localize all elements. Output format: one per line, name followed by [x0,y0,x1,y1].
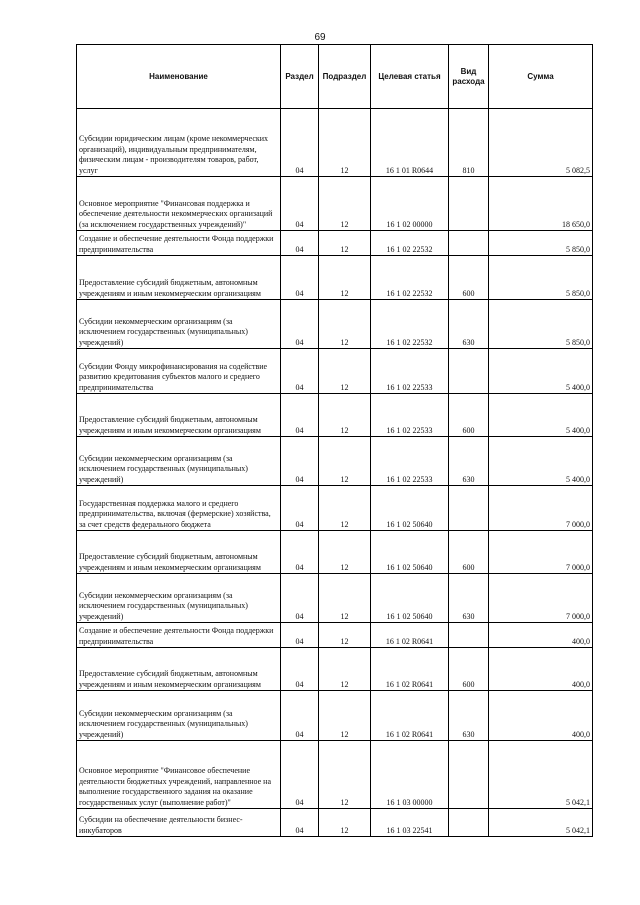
cell-name: Предоставление субсидий бюджетным, автономным учреждениям и иным некоммерческим организациям [77,531,281,574]
cell-name: Создание и обеспечение деятельности Фонда поддержки предпринимательства [77,623,281,648]
header-amount: Сумма [489,45,593,109]
cell-amount: 5 082,5 [489,109,593,177]
cell-amount: 5 400,0 [489,437,593,486]
table-row [77,623,593,648]
cell-razdel: 04 [281,741,319,809]
cell-vid: 600 [449,394,489,437]
cell-podrazdel: 12 [319,231,371,256]
header-razdel: Раздел [281,45,319,109]
cell-vid: 600 [449,531,489,574]
cell-vid [449,809,489,837]
cell-razdel: 04 [281,623,319,648]
cell-razdel: 04 [281,349,319,394]
table-row [77,574,593,623]
cell-vid: 600 [449,648,489,691]
cell-podrazdel: 12 [319,648,371,691]
cell-razdel: 04 [281,437,319,486]
cell-target: 16 1 02 R0641 [371,691,449,741]
cell-razdel: 04 [281,691,319,741]
cell-vid: 630 [449,437,489,486]
table-row [77,648,593,691]
cell-razdel: 04 [281,177,319,231]
cell-name: Предоставление субсидий бюджетным, автономным учреждениям и иным некоммерческим организациям [77,648,281,691]
cell-target: 16 1 03 00000 [371,741,449,809]
cell-target: 16 1 02 50640 [371,531,449,574]
table-row [77,231,593,256]
cell-amount: 5 400,0 [489,349,593,394]
cell-amount: 18 650,0 [489,177,593,231]
cell-amount: 7 000,0 [489,486,593,531]
cell-name: Субсидии некоммерческим организациям (за исключением государственных (муниципальных) учреждений) [77,574,281,623]
cell-target: 16 1 02 22533 [371,349,449,394]
cell-vid: 600 [449,256,489,300]
cell-podrazdel: 12 [319,256,371,300]
header-target: Целевая статья [371,45,449,109]
cell-name: Основное мероприятие "Финансовое обеспечение деятельности бюджетных учреждений, направленное на выполнение государственного задания на оказание государственных услуг (выполнение работ)" [77,741,281,809]
table-row [77,177,593,231]
table-row [77,691,593,741]
table-row [77,349,593,394]
cell-razdel: 04 [281,486,319,531]
cell-target: 16 1 02 22532 [371,300,449,349]
cell-podrazdel: 12 [319,741,371,809]
cell-razdel: 04 [281,394,319,437]
table-row [77,531,593,574]
cell-podrazdel: 12 [319,437,371,486]
cell-razdel: 04 [281,574,319,623]
cell-name: Предоставление субсидий бюджетным, автономным учреждениям и иным некоммерческим организациям [77,394,281,437]
cell-amount: 5 400,0 [489,394,593,437]
cell-target: 16 1 02 22532 [371,231,449,256]
cell-podrazdel: 12 [319,300,371,349]
cell-vid [449,177,489,231]
cell-vid [449,486,489,531]
budget-table [76,44,593,837]
cell-vid [449,741,489,809]
cell-name: Субсидии некоммерческим организациям (за исключением государственных (муниципальных) учреждений) [77,437,281,486]
cell-name: Субсидии на обеспечение деятельности бизнес-инкубаторов [77,809,281,837]
cell-vid [449,349,489,394]
header-name: Наименование [77,45,281,109]
cell-target: 16 1 02 22532 [371,256,449,300]
cell-podrazdel: 12 [319,691,371,741]
cell-podrazdel: 12 [319,531,371,574]
cell-razdel: 04 [281,300,319,349]
cell-amount: 5 042,1 [489,809,593,837]
cell-podrazdel: 12 [319,809,371,837]
cell-razdel: 04 [281,256,319,300]
cell-podrazdel: 12 [319,177,371,231]
table-row [77,741,593,809]
cell-vid [449,231,489,256]
cell-target: 16 1 02 22533 [371,437,449,486]
cell-podrazdel: 12 [319,574,371,623]
cell-vid [449,623,489,648]
cell-vid: 630 [449,574,489,623]
cell-razdel: 04 [281,809,319,837]
cell-podrazdel: 12 [319,109,371,177]
cell-name: Основное мероприятие "Финансовая поддержка и обеспечение деятельности некоммерческих организаций (за исключением государственных учреждений)" [77,177,281,231]
header-vid: Вид расхода [449,45,489,109]
cell-target: 16 1 02 22533 [371,394,449,437]
cell-target: 16 1 02 50640 [371,486,449,531]
cell-razdel: 04 [281,531,319,574]
table-row [77,394,593,437]
cell-name: Субсидии юридическим лицам (кроме некоммерческих организаций), индивидуальным предпринимателям, физическим лицам - производителям товаров, работ, услуг [77,109,281,177]
cell-amount: 5 042,1 [489,741,593,809]
cell-target: 16 1 02 R0641 [371,623,449,648]
cell-amount: 5 850,0 [489,300,593,349]
cell-razdel: 04 [281,648,319,691]
cell-amount: 5 850,0 [489,256,593,300]
cell-name: Предоставление субсидий бюджетным, автономным учреждениям и иным некоммерческим организациям [77,256,281,300]
cell-name: Государственная поддержка малого и среднего предпринимательства, включая (фермерские) хозяйства, за счет средств федерального бюджета [77,486,281,531]
table-header-row [77,45,593,109]
table-row [77,437,593,486]
cell-amount: 7 000,0 [489,531,593,574]
cell-amount: 7 000,0 [489,574,593,623]
cell-amount: 400,0 [489,691,593,741]
cell-vid: 630 [449,691,489,741]
cell-target: 16 1 02 50640 [371,574,449,623]
cell-podrazdel: 12 [319,623,371,648]
cell-podrazdel: 12 [319,394,371,437]
table-row [77,486,593,531]
cell-name: Создание и обеспечение деятельности Фонда поддержки предпринимательства [77,231,281,256]
cell-amount: 5 850,0 [489,231,593,256]
cell-podrazdel: 12 [319,349,371,394]
cell-razdel: 04 [281,109,319,177]
page-number: 69 [314,32,326,43]
cell-vid: 810 [449,109,489,177]
cell-name: Субсидии Фонду микрофинансирования на содействие развитию кредитования субъектов малого и среднего предпринимательства [77,349,281,394]
cell-razdel: 04 [281,231,319,256]
table-row [77,809,593,837]
cell-target: 16 1 01 R0644 [371,109,449,177]
cell-target: 16 1 02 00000 [371,177,449,231]
table-row [77,300,593,349]
cell-name: Субсидии некоммерческим организациям (за исключением государственных (муниципальных) учреждений) [77,691,281,741]
table-row [77,109,593,177]
cell-vid: 630 [449,300,489,349]
cell-podrazdel: 12 [319,486,371,531]
table-body [77,109,593,837]
cell-amount: 400,0 [489,623,593,648]
header-podrazdel: Подраздел [319,45,371,109]
cell-name: Субсидии некоммерческим организациям (за исключением государственных (муниципальных) учреждений) [77,300,281,349]
cell-target: 16 1 03 22541 [371,809,449,837]
table-row [77,256,593,300]
cell-target: 16 1 02 R0641 [371,648,449,691]
cell-amount: 400,0 [489,648,593,691]
